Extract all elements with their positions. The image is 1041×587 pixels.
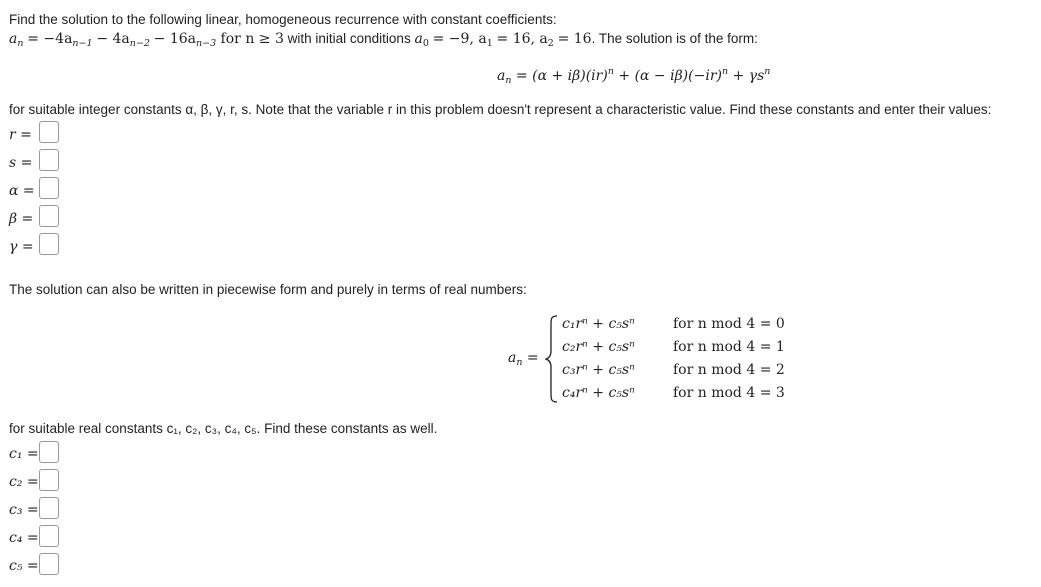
solution-form-part-2: + (α − iβ)(−ir) [613,68,722,84]
piecewise-expr-2: c₃rⁿ + c₅sⁿ [562,362,635,378]
recurrence-line: $a_n = -4a_{n-1} - 4a_{n-2} - 16a_{n-3}$ for n ≥ 3 with initial conditions $a_0 = -9$, $a_1 = 16$, $a_2 = 16$. The solution is of the form: [9,31,758,49]
label-r: r = [9,127,32,143]
ic-a0: a [414,31,423,47]
label-beta: β = [9,211,34,227]
left-brace-icon [545,315,559,403]
piecewise-expr-3: c₄rⁿ + c₅sⁿ [562,385,635,401]
initial-conditions-text: with initial conditions [283,31,415,46]
label-c5: c₅ = [9,558,39,574]
problem-statement: Find the solution to the following linear, homogeneous recurrence with constant coefficients: [9,12,557,27]
ic-value-2: = 16 [557,31,592,47]
label-gamma: γ = [9,239,34,255]
piecewise-expr-1: c₂rⁿ + c₅sⁿ [562,339,635,355]
answer-c1-input[interactable] [39,441,59,463]
label-c1: c₁ = [9,446,39,462]
recurrence-condition: for n ≥ 3 [216,31,284,47]
label-c4: c₄ = [9,530,39,546]
piecewise-cond-1: for n mod 4 = 1 [673,339,785,355]
piecewise-lhs: $a_n$ = [508,350,539,368]
answer-r-input[interactable] [39,121,59,143]
piecewise-cond-0: for n mod 4 = 0 [673,316,785,332]
recurrence-term-1: = −4a [27,31,73,47]
answer-c2-input[interactable] [39,469,59,491]
solution-form: $a_n = (\alpha + i\beta)(ir)^n + (\alpha - i\beta)(-ir)^n + \gamma s^n$ [497,66,771,86]
piecewise-cond-2: for n mod 4 = 2 [673,362,785,378]
piecewise-cond-3: for n mod 4 = 3 [673,385,785,401]
ic-value-0: = −9, a [432,31,487,47]
recurrence-term-2: − 4a [96,31,130,47]
piecewise-intro: The solution can also be written in piecewise form and purely in terms of real numbers: [9,282,527,297]
label-s: s = [9,155,33,171]
recurrence-lhs: a [9,31,18,47]
answer-s-input[interactable] [39,149,59,171]
piecewise-expr-0: c₁rⁿ + c₅sⁿ [562,316,635,332]
solution-form-part-3: + γs [728,68,765,84]
answer-c5-input[interactable] [39,553,59,575]
answer-alpha-input[interactable] [39,177,59,199]
label-alpha: α = [9,183,35,199]
answer-c3-input[interactable] [39,497,59,519]
answer-c4-input[interactable] [39,525,59,547]
recurrence-term-3: − 16a [153,31,196,47]
answer-beta-input[interactable] [39,205,59,227]
instructions: for suitable integer constants α, β, γ, r, s. Note that the variable r in this problem doesn't represent a characteristic value. Find these constants and enter their values: [9,102,992,117]
answer-gamma-input[interactable] [39,233,59,255]
label-c2: c₂ = [9,474,39,490]
ic-value-1: = 16, a [496,31,548,47]
form-text: . The solution is of the form: [591,31,758,46]
instructions-2: for suitable real constants c₁, c₂, c₃, c₄, c₅. Find these constants as well. [9,421,438,436]
label-c3: c₃ = [9,502,39,518]
solution-form-part-1: (α + iβ)(ir) [532,68,608,84]
